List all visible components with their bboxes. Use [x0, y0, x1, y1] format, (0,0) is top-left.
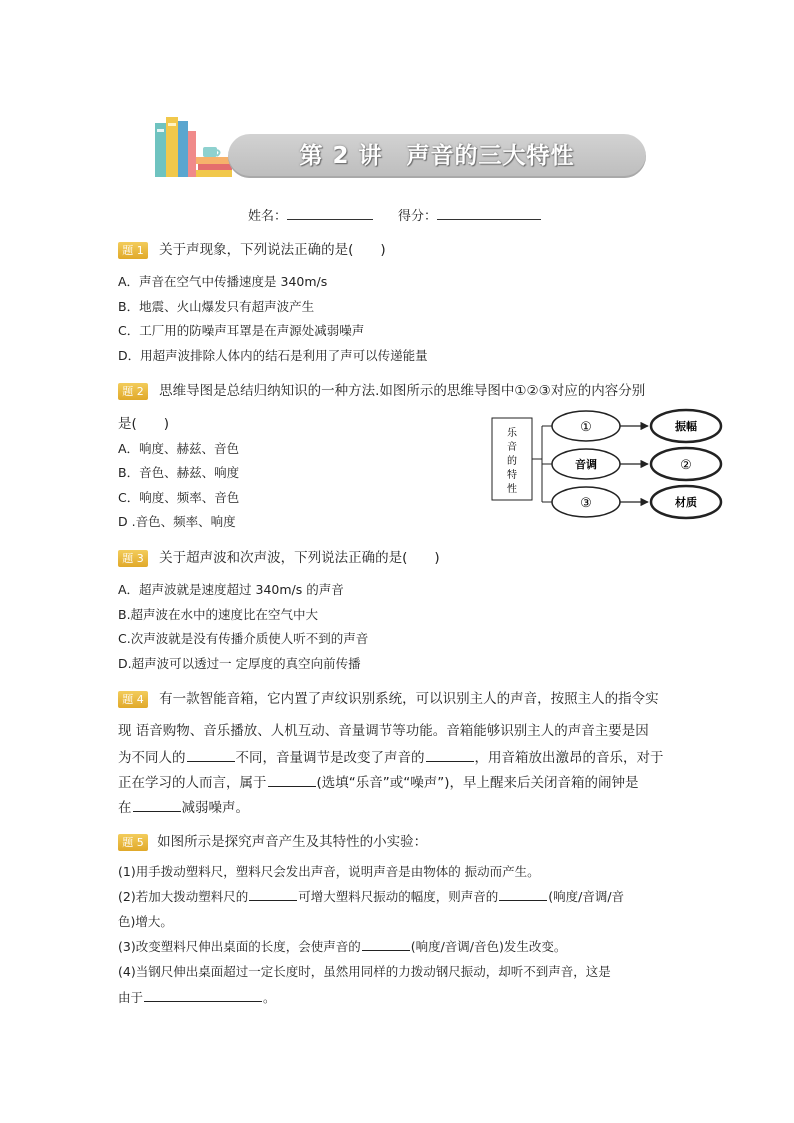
part-1: (1)用手拨动塑料尺，塑料尺会发出声音，说明声音是由物体的 振动而产生。: [118, 864, 540, 879]
question-4: [118, 687, 659, 708]
text-segment: 。: [263, 990, 276, 1005]
question-text: 思维导图是总结归纳知识的一种方法.如图所示的思维导图中①②③对应的内容分别: [159, 383, 646, 399]
text-segment: (选填“乐音”或“噪声”)，早上醒来后关闭音箱的闹钟是: [316, 775, 639, 791]
name-field[interactable]: [287, 207, 373, 220]
question-text-line: [118, 796, 249, 816]
question-text: 关于声现象，下列说法正确的是( ): [159, 242, 386, 258]
question-text-line: [118, 771, 639, 791]
option-a[interactable]: A．响度、赫兹、音色: [118, 441, 240, 456]
score-row: [398, 205, 541, 224]
root-char: 特: [507, 470, 517, 481]
question-badge: 题 2: [118, 383, 148, 400]
answer-blank[interactable]: [187, 749, 235, 762]
node-label: ③: [580, 496, 592, 511]
question-text: 现 语音购物、音乐播放、人机互动、音量调节等功能。音箱能够识别主人的声音主要是因: [118, 723, 649, 739]
option-d[interactable]: D．用超声波排除人体内的结石是利用了声可以传递能量: [118, 348, 428, 363]
text-segment: (2)若加大拨动塑料尺的: [118, 889, 249, 904]
root-char: 的: [507, 456, 517, 467]
name-label: 姓名：: [248, 209, 288, 224]
text-segment: 可增大塑料尺振动的幅度，则声音的: [298, 889, 499, 904]
books-illustration: [155, 117, 235, 177]
question-2: [118, 379, 645, 400]
option-b[interactable]: B．音色、赫兹、响度: [118, 465, 240, 480]
question-text: 有一款智能音箱，它内置了声纹识别系统，可以识别主人的声音，按照主人的指令实: [159, 691, 659, 707]
text-segment: 为不同人的: [118, 750, 186, 766]
question-5: [118, 830, 427, 851]
root-char: 乐: [507, 428, 517, 439]
question-1: [118, 238, 386, 259]
option-c[interactable]: C．工厂用的防噪声耳罩是在声源处减弱噪声: [118, 323, 365, 338]
answer-blank[interactable]: [362, 938, 410, 951]
part-4: (4)当钢尺伸出桌面超过一定长度时，虽然用同样的力拨动钢尺振动，却听不到声音，这是: [118, 964, 611, 979]
root-char: 性: [507, 484, 517, 495]
answer-blank[interactable]: [133, 799, 181, 812]
node-label: 振幅: [675, 420, 697, 433]
answer-blank[interactable]: [249, 888, 297, 901]
text-segment: (3)改变塑料尺伸出桌面的长度，会使声音的: [118, 939, 361, 954]
node-label: 音调: [575, 458, 597, 471]
text-segment: ，用音箱放出激昂的音乐，对于: [474, 750, 664, 766]
answer-blank[interactable]: [426, 749, 474, 762]
answer-blank[interactable]: [499, 888, 547, 901]
option-b[interactable]: B.超声波在水中的速度比在空气中大: [118, 607, 319, 622]
question-text: 如图所示是探究声音产生及其特性的小实验：: [157, 834, 428, 850]
question-badge: 题 1: [118, 242, 148, 259]
answer-blank[interactable]: [144, 989, 262, 1002]
question-text: 关于超声波和次声波，下列说法正确的是( ): [159, 550, 440, 566]
text-segment: (响度/音调/音色)发生改变。: [410, 939, 567, 954]
name-row: [248, 205, 373, 224]
answer-blank[interactable]: [268, 774, 316, 787]
question-badge: 题 5: [118, 834, 148, 851]
question-text-line: [118, 746, 664, 766]
text-segment: 不同，音量调节是改变了声音的: [235, 750, 425, 766]
option-a[interactable]: A．声音在空气中传播速度是 340m/s: [118, 274, 328, 289]
part-3: [118, 937, 566, 955]
node-label: 材质: [675, 496, 697, 509]
text-segment: 在: [118, 800, 132, 816]
text-segment: 正在学习的人而言，属于: [118, 775, 267, 791]
option-d[interactable]: D.超声波可以透过一 定厚度的真空向前传播: [118, 656, 361, 671]
root-char: 音: [507, 442, 517, 453]
part-4-cont: [118, 988, 276, 1006]
node-label: ②: [680, 458, 692, 473]
score-field[interactable]: [437, 207, 541, 220]
option-c[interactable]: C．响度、频率、音色: [118, 490, 240, 505]
part-2-cont: 色)增大。: [118, 914, 173, 929]
question-text-cont: 是( ): [118, 416, 170, 432]
mind-map-diagram: [490, 406, 730, 524]
option-d[interactable]: D .音色、频率、响度: [118, 514, 236, 529]
question-3: [118, 546, 440, 567]
node-label: ①: [580, 420, 592, 435]
option-c[interactable]: C.次声波就是没有传播介质使人听不到的声音: [118, 631, 369, 646]
part-2: [118, 887, 624, 905]
page-title: 第 2 讲 声音的三大特性: [299, 143, 575, 169]
option-a[interactable]: A．超声波就是速度超过 340m/s 的声音: [118, 582, 344, 597]
question-badge: 题 3: [118, 550, 148, 567]
text-segment: (响度/音调/音: [548, 889, 625, 904]
text-segment: 减弱噪声。: [181, 800, 249, 816]
text-segment: 由于: [118, 990, 144, 1005]
option-b[interactable]: B．地震、火山爆发只有超声波产生: [118, 299, 315, 314]
score-label: 得分：: [398, 209, 438, 224]
question-badge: 题 4: [118, 691, 148, 708]
